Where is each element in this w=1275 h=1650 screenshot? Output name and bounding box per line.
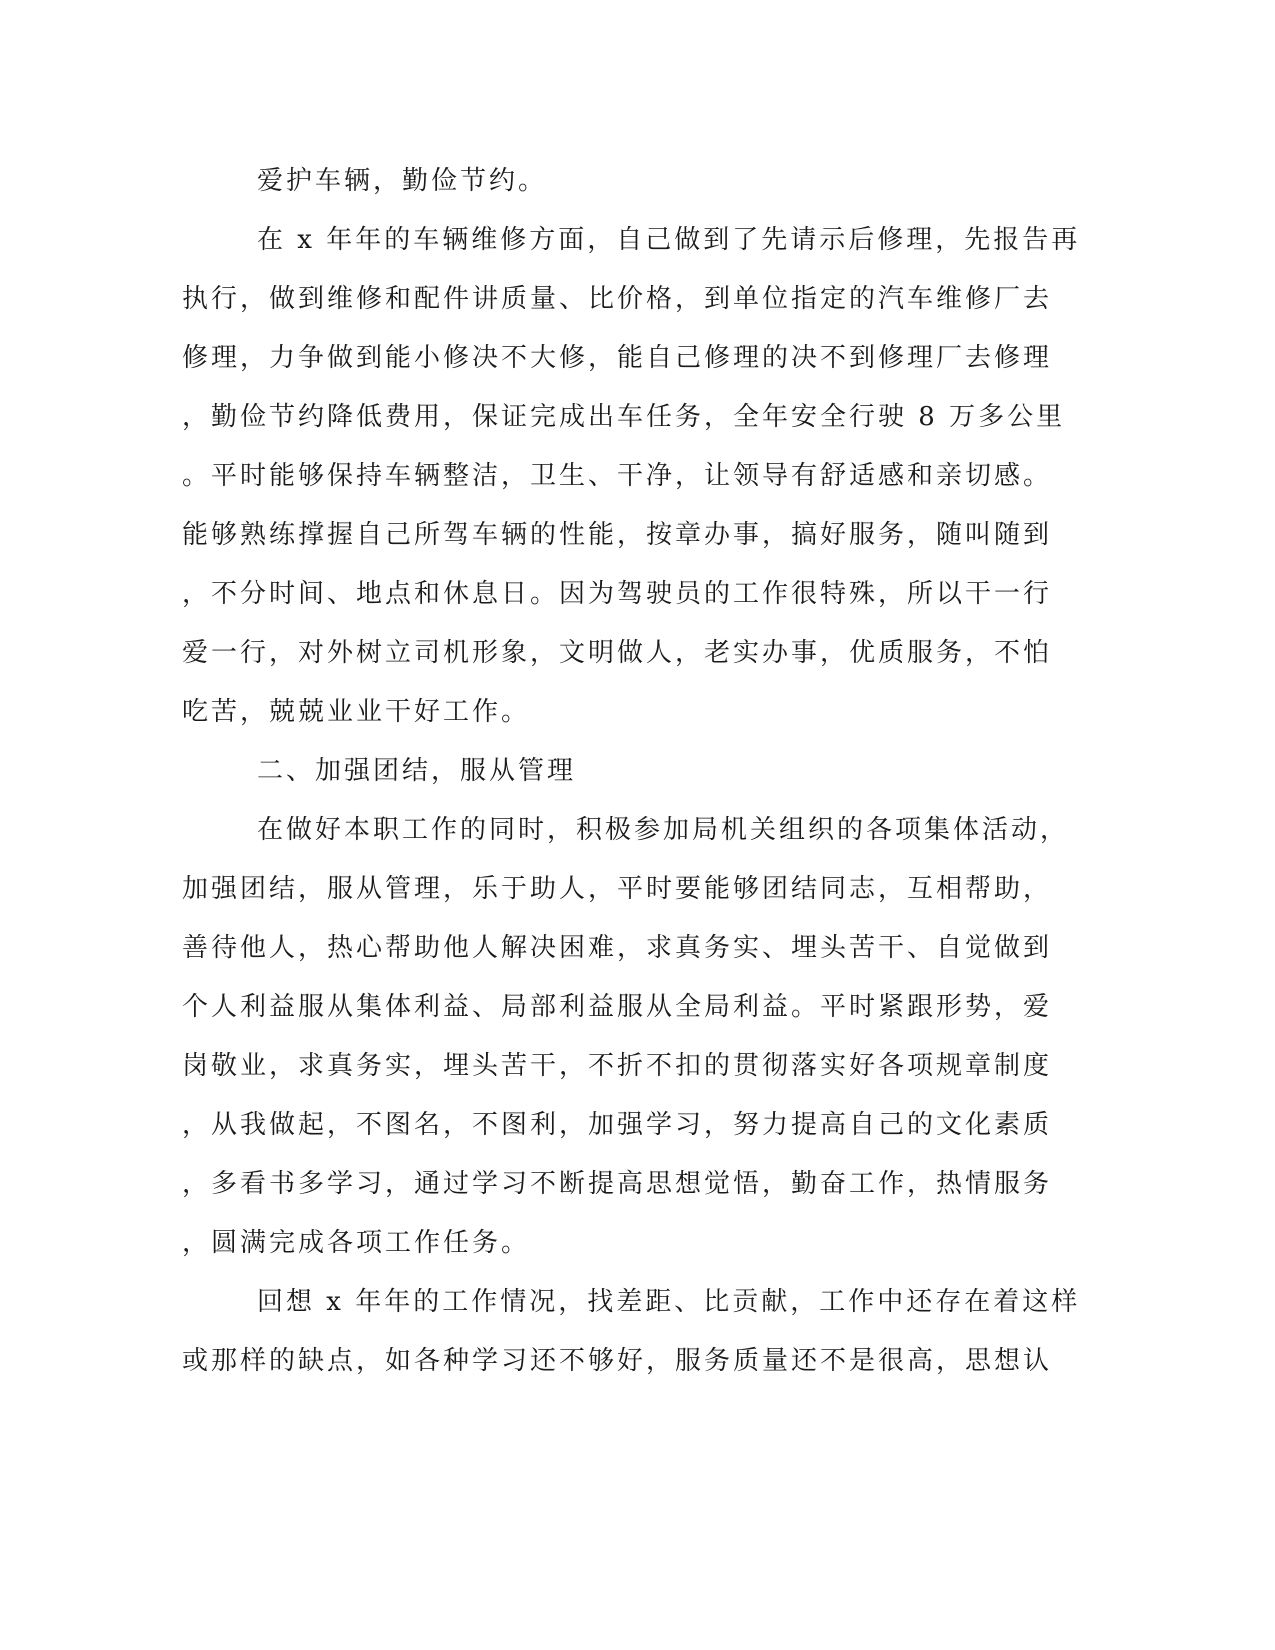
text-line: 回想 x 年年的工作情况，找差距、比贡献，工作中还存在着这样: [257, 1287, 1081, 1317]
text-line: 修理，力争做到能小修决不大修，能自己修理的决不到修理厂去修理: [182, 343, 1053, 373]
text-line: 执行，做到维修和配件讲质量、比价格，到单位指定的汽车维修厂去: [182, 284, 1053, 314]
text-line: 个人利益服从集体利益、局部利益服从全局利益。平时紧跟形势，爱: [182, 992, 1053, 1022]
text-line: 爱一行，对外树立司机形象，文明做人，老实办事，优质服务，不怕: [182, 638, 1053, 668]
text-line: ，勤俭节约降低费用，保证完成出车任务，全年安全行驶 8 万多公里: [182, 402, 1066, 432]
text-line: 。平时能够保持车辆整洁，卫生、干净，让领导有舒适感和亲切感。: [182, 461, 1053, 491]
text-line: 能够熟练撑握自己所驾车辆的性能，按章办事，搞好服务，随叫随到: [182, 520, 1053, 550]
text-line: 岗敬业，求真务实，埋头苦干，不折不扣的贯彻落实好各项规章制度: [182, 1051, 1053, 1081]
text-line: 在 x 年年的车辆维修方面，自己做到了先请示后修理，先报告再: [257, 225, 1081, 255]
text-line: 加强团结，服从管理，乐于助人，平时要能够团结同志，互相帮助，: [182, 874, 1053, 904]
text-line: ，多看书多学习，通过学习不断提高思想觉悟，勤奋工作，热情服务: [182, 1169, 1053, 1199]
text-line: ，不分时间、地点和休息日。因为驾驶员的工作很特殊，所以干一行: [182, 579, 1053, 609]
text-line: 爱护车辆，勤俭节约。: [257, 166, 548, 196]
text-line: ，从我做起，不图名，不图利，加强学习，努力提高自己的文化素质: [182, 1110, 1053, 1140]
text-line: 在做好本职工作的同时，积极参加局机关组织的各项集体活动，: [257, 815, 1070, 845]
text-line: 吃苦，兢兢业业干好工作。: [182, 697, 531, 727]
text-line: 善待他人，热心帮助他人解决困难，求真务实、埋头苦干、自觉做到: [182, 933, 1053, 963]
text-line: 或那样的缺点，如各种学习还不够好，服务质量还不是很高，思想认: [182, 1346, 1053, 1376]
section-heading: 二、加强团结，服从管理: [257, 756, 577, 786]
text-line: ，圆满完成各项工作任务。: [182, 1228, 531, 1258]
